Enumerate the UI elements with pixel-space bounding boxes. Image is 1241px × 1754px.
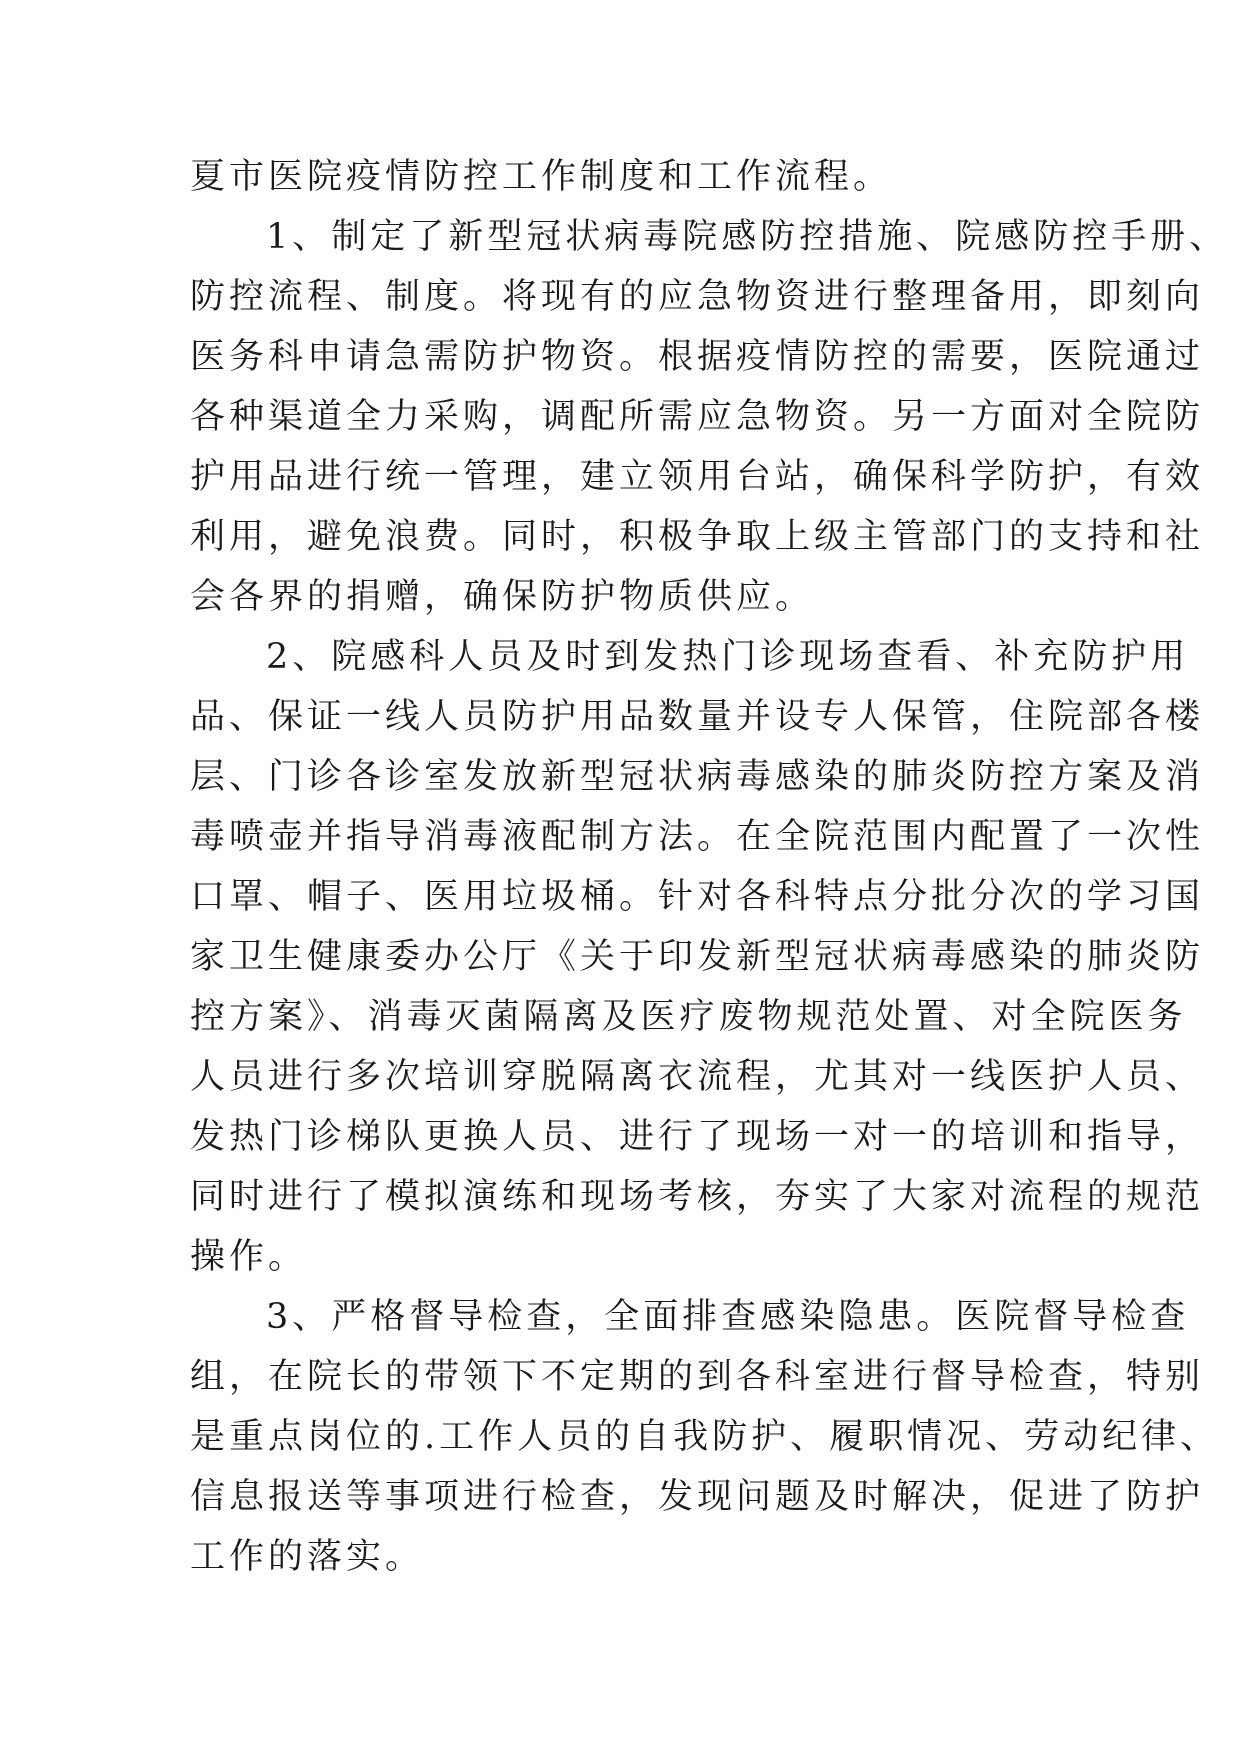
text-line: 是重点岗位的.工作人员的自我防护、履职情况、劳动纪律、 [190, 1417, 1220, 1457]
text-line: 组，在院长的带领下不定期的到各科室进行督导检查，特别 [190, 1357, 1205, 1397]
text-line: 护用品进行统一管理，建立领用台站，确保科学防护，有效 [190, 457, 1205, 497]
paragraph-2-first-line: 2、院感科人员及时到发热门诊现场查看、补充防护用 [266, 637, 1190, 677]
paragraph-3-first-line: 3、严格督导检查，全面排查感染隐患。医院督导检查 [266, 1297, 1190, 1337]
text-line: 口罩、帽子、医用垃圾桶。针对各科特点分批分次的学习国 [190, 877, 1205, 917]
text-line: 发热门诊梯队更换人员、进行了现场一对一的培训和指导， [190, 1117, 1205, 1157]
paragraph-1-first-line: 1、制定了新型冠状病毒院感防控措施、院感防控手册、 [266, 217, 1229, 257]
text-line: 人员进行多次培训穿脱隔离衣流程，尤其对一线医护人员、 [190, 1057, 1205, 1097]
text-line: 利用，避免浪费。同时，积极争取上级主管部门的支持和社 [190, 517, 1205, 557]
text-line: 夏市医院疫情防控工作制度和工作流程。 [190, 157, 893, 197]
text-line: 防控流程、制度。将现有的应急物资进行整理备用，即刻向 [190, 277, 1205, 317]
text-line: 操作。 [190, 1237, 308, 1277]
text-line: 医务科申请急需防护物资。根据疫情防控的需要，医院通过 [190, 337, 1205, 377]
text-line: 控方案》、消毒灭菌隔离及医疗废物规范处置、对全院医务 [190, 997, 1187, 1037]
document-body [190, 147, 1229, 1587]
text-line: 信息报送等事项进行检查，发现问题及时解决，促进了防护 [190, 1477, 1205, 1517]
text-line: 层、门诊各诊室发放新型冠状病毒感染的肺炎防控方案及消 [190, 757, 1205, 797]
text-line: 品、保证一线人员防护用品数量并设专人保管，住院部各楼 [190, 697, 1205, 737]
text-line: 工作的落实。 [190, 1537, 425, 1577]
text-line: 各种渠道全力采购，调配所需应急物资。另一方面对全院防 [190, 397, 1205, 437]
text-line: 同时进行了模拟演练和现场考核，夯实了大家对流程的规范 [190, 1177, 1205, 1217]
text-line: 会各界的捐赠，确保防护物质供应。 [190, 577, 815, 617]
text-line: 家卫生健康委办公厅《关于印发新型冠状病毒感染的肺炎防 [190, 937, 1205, 977]
text-line: 毒喷壶并指导消毒液配制方法。在全院范围内配置了一次性 [190, 817, 1205, 857]
